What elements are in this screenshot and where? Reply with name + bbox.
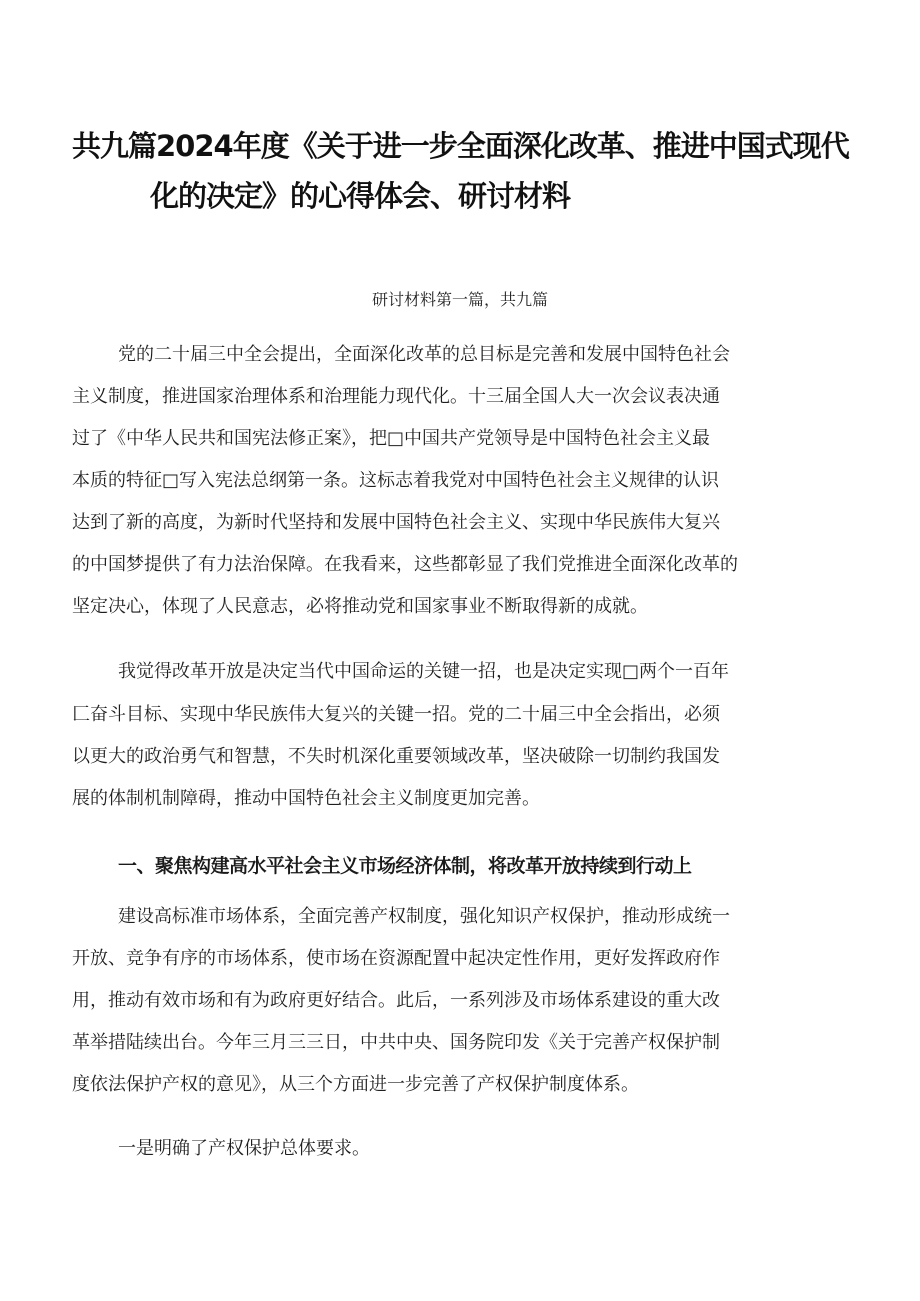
paragraph2-line: 展的体制机制障碍，推动中国特色社会主义制度更加完善。 <box>72 788 540 809</box>
paragraph1-line: 党的二十届三中全会提出，全面深化改革的总目标是完善和发展中国特色社会 <box>118 344 730 365</box>
document-title-line2: 化的决定》的心得体会、研讨材料 <box>150 179 571 213</box>
paragraph3-line: 用，推动有效市场和有为政府更好结合。此后，一系列涉及市场体系建设的重大改 <box>72 990 720 1011</box>
paragraph4-line: 一是明确了产权保护总体要求。 <box>118 1138 370 1159</box>
document-subtitle: 研讨材料第一篇，共九篇 <box>371 290 548 309</box>
paragraph3-line: 建设高标准市场体系，全面完善产权制度，强化知识产权保护，推动形成统一 <box>118 906 730 927</box>
section-heading: 一、聚焦构建高水平社会主义市场经济体制，将改革开放持续到行动上 <box>118 855 692 877</box>
paragraph2-line: 匚奋斗目标、实现中华民族伟大复兴的关键一招。党的二十届三中全会指出，必须 <box>72 704 720 725</box>
paragraph2-line: 以更大的政治勇气和智慧，不失时机深化重要领域改革，坚决破除一切制约我国发 <box>72 746 720 767</box>
document-title-line1: 共九篇2024年度《关于进一步全面深化改革、推进中国式现代 <box>72 129 849 163</box>
paragraph1-line: 达到了新的高度，为新时代坚持和发展中国特色社会主义、实现中华民族伟大复兴 <box>72 512 720 533</box>
paragraph3-line: 革举措陆续出台。今年三月三三日，中共中央、国务院印发《关于完善产权保护制 <box>72 1032 720 1053</box>
paragraph3-line: 开放、竞争有序的市场体系，使市场在资源配置中起决定性作用，更好发挥政府作 <box>72 948 720 969</box>
paragraph1-line: 坚定决心，体现了人民意志，必将推动党和国家事业不断取得新的成就。 <box>72 596 648 617</box>
paragraph1-line: 的中国梦提供了有力法治保障。在我看来，这些都彰显了我们党推进全面深化改革的 <box>72 554 738 575</box>
paragraph1-line: 过了《中华人民共和国宪法修正案》，把□中国共产党领导是中国特色社会主义最 <box>72 428 711 449</box>
paragraph1-line: 本质的特征□写入宪法总纲第一条。这标志着我党对中国特色社会主义规律的认识 <box>72 470 720 491</box>
paragraph2-line: 我觉得改革开放是决定当代中国命运的关键一招，也是决定实现□两个一百年 <box>118 661 730 682</box>
paragraph1-line: 主义制度，推进国家治理体系和治理能力现代化。十三届全国人大一次会议表决通 <box>72 386 720 407</box>
paragraph3-line: 度依法保护产权的意见》，从三个方面进一步完善了产权保护制度体系。 <box>72 1074 639 1095</box>
